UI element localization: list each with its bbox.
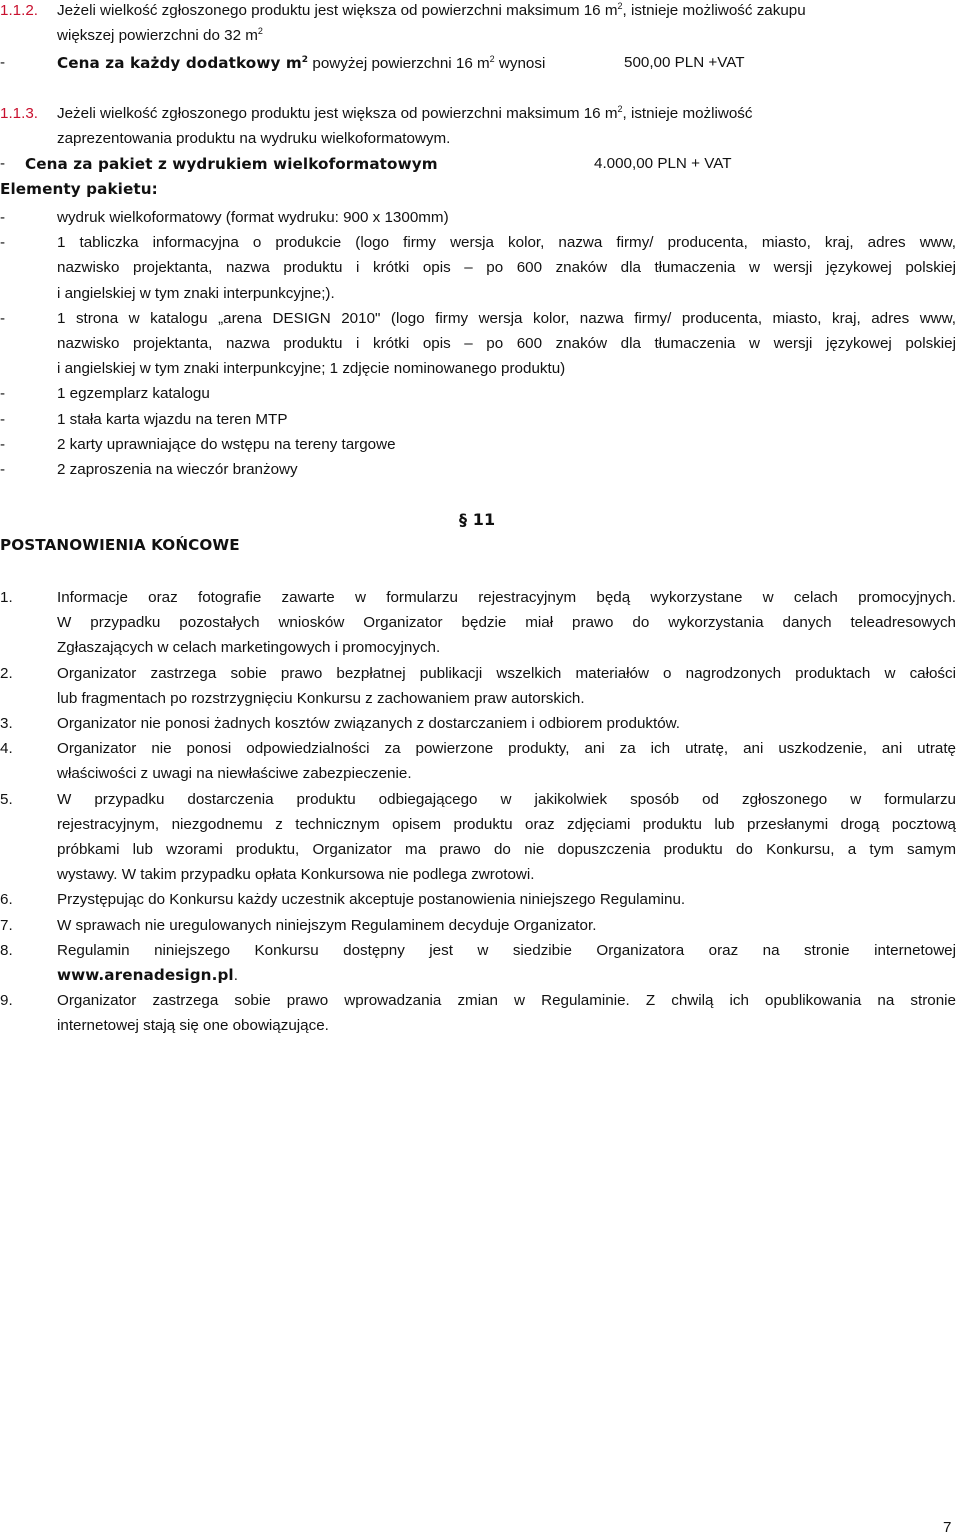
package-item-dash: - <box>0 209 6 226</box>
provision-line: lub fragmentach po rozstrzygnięciu Konkursu z zachowaniem praw autorskich. <box>57 689 585 707</box>
section-1-1-3-line-1: Jeżeli wielkość zgłoszonego produktu jest większa od powierzchni maksimum 16 $m^2$, istnieje możliwość <box>57 104 753 122</box>
package-item-line: nazwisko projektanta, nazwa produktu i krótki opis – po 600 znaków dla tłumaczenia w wersji językowej polskiej <box>57 259 956 277</box>
package-item-line: 1 stała karta wjazdu na teren MTP <box>57 410 288 428</box>
package-item-line: 2 zaproszenia na wieczór branżowy <box>57 461 298 478</box>
provision-number: 6. <box>0 891 13 909</box>
provision-line: Organizator nie ponosi odpowiedzialności za powierzone produkty, ani za ich utratę, ani uszkodzenie, ani utratę <box>57 740 956 758</box>
provision-line: Regulamin niniejszego Konkursu dostępny jest w siedzibie Organizatora oraz na stronie internetowej <box>57 941 956 959</box>
provision-line: internetowej stają się one obowiązujące. <box>57 1017 329 1035</box>
provision-line: Informacje oraz fotografie zawarte w formularzu rejestracyjnym będą wykorzystane w celach promocyjnych. <box>57 589 956 606</box>
price-row-extra-area: - <box>0 54 6 71</box>
price-package-label: Cena za pakiet z wydrukiem wielkoformatowym <box>25 155 438 173</box>
section-number: 1.1.2. <box>0 2 38 19</box>
price-extra-area-text: Cena za każdy dodatkowy $m^2$ powyżej powierzchni 16 $m^2$ wynosi <box>57 54 546 72</box>
provision-number: 7. <box>0 916 13 934</box>
package-item-dash: - <box>0 435 6 453</box>
price-package-value: 4.000,00 PLN + VAT <box>594 155 732 172</box>
page-number: 7 <box>943 1519 952 1536</box>
section-1-1-2-line-1: Jeżeli wielkość zgłoszonego produktu jest większa od powierzchni maksimum 16 $m^2$, istnieje możliwość zakupu <box>57 1 806 19</box>
section-number: 1.1.3. <box>0 105 38 122</box>
provision-number: 1. <box>0 589 13 606</box>
package-item-dash: - <box>0 309 6 327</box>
website-link-suffix: . <box>233 967 238 984</box>
package-item-line: 2 karty uprawniające do wstępu na tereny targowe <box>57 435 396 453</box>
provision-number: 4. <box>0 740 13 758</box>
provision-number: 3. <box>0 715 13 732</box>
provision-number: 5. <box>0 790 13 808</box>
provision-line: W przypadku dostarczenia produktu odbiegającego w jakikolwiek sposób od zgłoszonego w formularzu <box>57 790 956 808</box>
package-item-line: 1 egzemplarz katalogu <box>57 385 210 403</box>
website-link-row <box>57 963 238 988</box>
package-item-line: 1 tabliczka informacyjna o produkcie (logo firmy wersja kolor, nazwa firmy/ producenta, miasto, kraj, adres www, <box>57 234 956 252</box>
package-item-line: 1 strona w katalogu „arena DESIGN 2010" (logo firmy wersja kolor, nazwa firmy/ producenta, miasto, kraj, adres www, <box>57 309 956 327</box>
provision-line: W przypadku pozostałych wniosków Organizator będzie miał prawo do wykorzystania danych teleadresowych <box>57 614 956 632</box>
package-item-line: nazwisko projektanta, nazwa produktu i krótki opis – po 600 znaków dla tłumaczenia w wersji językowej polskiej <box>57 335 956 352</box>
provision-line: Organizator zastrzega sobie prawo wprowadzania zmian w Regulaminie. Z chwilą ich opublikowania na stronie <box>57 992 956 1010</box>
provision-line: Organizator nie ponosi żadnych kosztów związanych z dostarczaniem i odbiorem produktów. <box>57 715 680 732</box>
package-item-dash: - <box>0 461 6 478</box>
website-link[interactable]: www.arenadesign.pl <box>57 966 234 984</box>
package-item-dash: - <box>0 385 6 403</box>
section-symbol: § 11 <box>459 510 496 529</box>
provision-line: Przystępując do Konkursu każdy uczestnik akceptuje postanowienia niniejszego Regulaminu. <box>57 891 686 909</box>
section-1-1-3-line-2: zaprezentowania produktu na wydruku wielkoformatowym. <box>57 130 451 147</box>
section-1-1-3 <box>0 105 38 122</box>
provision-line: wystawy. W takim przypadku opłata Konkursowa nie podlega zwrotowi. <box>57 866 535 884</box>
provision-line: Organizator zastrzega sobie prawo bezpłatnej publikacji wszelkich materiałów o nagrodzonych produktach w całości <box>57 664 956 682</box>
price-value: 500,00 PLN +VAT <box>624 54 745 71</box>
section-1-1-2 <box>0 2 38 19</box>
price-label: Cena za każdy dodatkowy m <box>57 54 302 72</box>
provision-number: 9. <box>0 992 13 1010</box>
provision-number: 8. <box>0 941 13 959</box>
package-item-line: wydruk wielkoformatowy (format wydruku: 900 x 1300mm) <box>57 209 449 226</box>
provision-line: właściwości z uwagi na niewłaściwe zabezpieczenie. <box>57 765 412 783</box>
provision-number: 2. <box>0 664 13 682</box>
provision-line: próbkami lub wzorami produktu, Organizator ma prawo do nie dopuszczenia produktu do Konkursu, a tym samym <box>57 841 956 858</box>
package-item-line: i angielskiej w tym znaki interpunkcyjne; 1 zdjęcie nominowanego produktu) <box>57 360 566 378</box>
package-title: Elementy pakietu: <box>0 180 158 198</box>
package-item-line: i angielskiej w tym znaki interpunkcyjne;). <box>57 284 335 302</box>
provision-line: rejestracyjnym, niezgodnemu z technicznym opisem produktu oraz zdjęciami produktu lub przesłanymi drogą pocztową <box>57 815 956 833</box>
package-item-dash: - <box>0 234 6 252</box>
price-row-package-dash: - <box>0 155 6 172</box>
provision-line: Zgłaszających w celach marketingowych i promocyjnych. <box>57 639 441 657</box>
section-1-1-2-line-2: większej powierzchni do 32 $m^2$ <box>57 26 263 44</box>
package-item-dash: - <box>0 410 6 428</box>
provision-line: W sprawach nie uregulowanych niniejszym Regulaminem decyduje Organizator. <box>57 916 597 934</box>
section-title: POSTANOWIENIA KOŃCOWE <box>0 536 240 554</box>
